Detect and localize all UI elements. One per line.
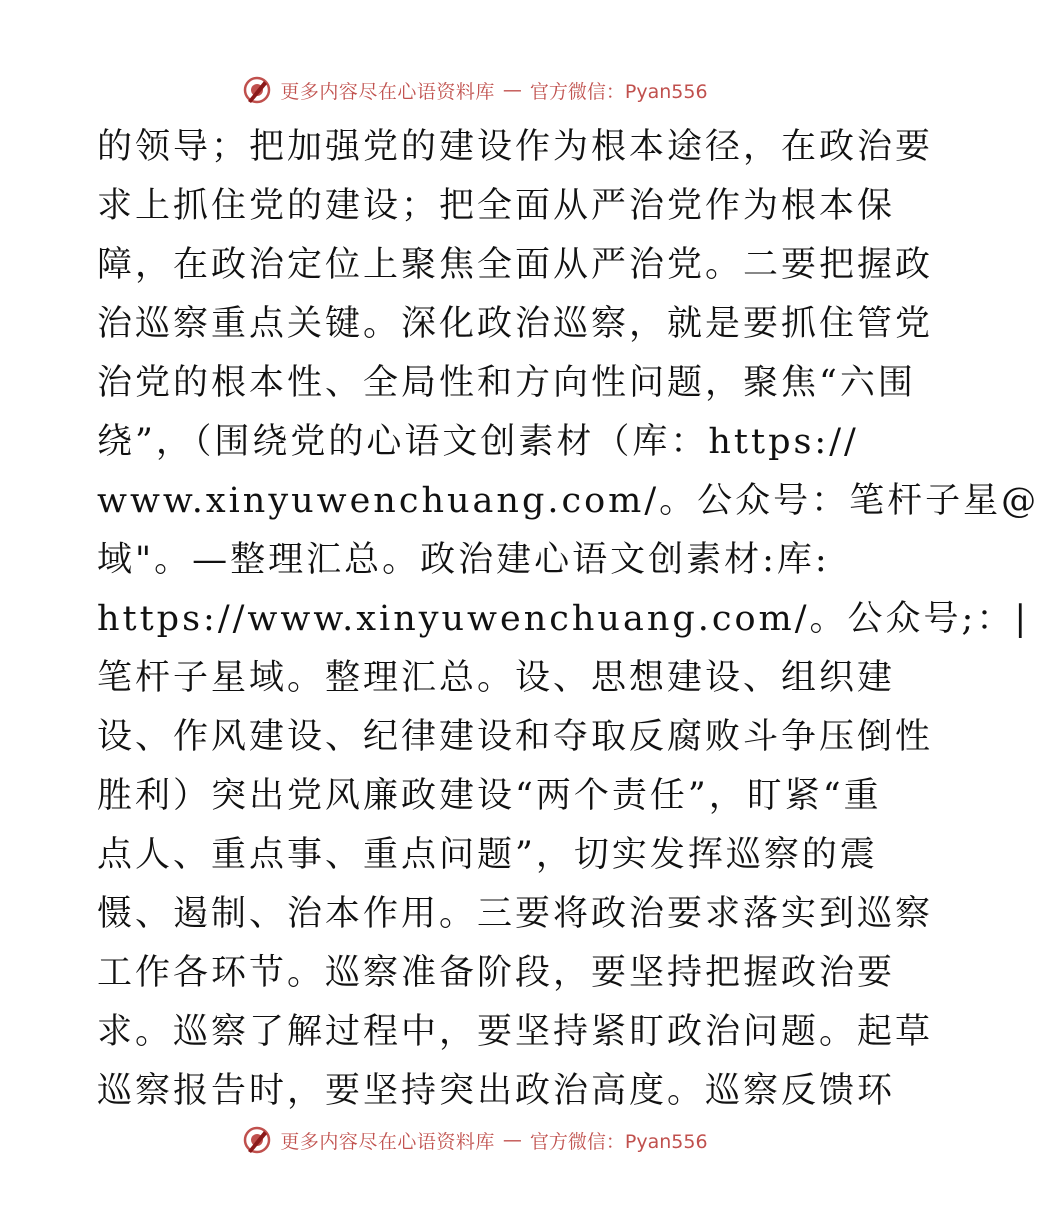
header-banner-text: 更多内容尽在心语资料库 bbox=[280, 80, 495, 103]
body-line: 的领导；把加强党的建设作为根本途径，在政治要 bbox=[97, 127, 934, 167]
header-banner bbox=[0, 72, 950, 108]
pen-seal-logo-icon bbox=[242, 1125, 272, 1155]
body-line: 绕”，（围绕党的心语文创素材（库：https:// bbox=[97, 422, 859, 462]
body-line: 求。巡察了解过程中，要坚持紧盯政治问题。起草 bbox=[97, 1012, 934, 1052]
body-line: 域"。—整理汇总。政治建心语文创素材:库: bbox=[97, 540, 830, 580]
body-line: 笔杆子星域。整理汇总。设、思想建设、组织建 bbox=[97, 658, 896, 698]
body-line: 点人、重点事、重点问题”，切实发挥巡察的震 bbox=[97, 835, 878, 875]
footer-banner-text: 更多内容尽在心语资料库 bbox=[280, 1130, 495, 1153]
body-line: 工作各环节。巡察准备阶段，要坚持把握政治要 bbox=[97, 953, 896, 993]
body-line: 胜利）突出党风廉政建设“两个责任”，盯紧“重 bbox=[97, 776, 882, 816]
document-body bbox=[97, 118, 1039, 1121]
pen-seal-logo-icon bbox=[242, 75, 272, 105]
body-line: www.xinyuwenchuang.com/。公众号：笔杆子星@ bbox=[97, 481, 1039, 521]
footer-banner bbox=[0, 1122, 950, 1158]
body-line: 治党的根本性、全局性和方向性问题，聚焦“六围 bbox=[97, 363, 916, 403]
header-separator: — bbox=[502, 79, 522, 101]
body-line: 求上抓住党的建设；把全面从严治党作为根本保 bbox=[97, 186, 896, 226]
body-line: https://www.xinyuwenchuang.com/。公众号;：| bbox=[97, 599, 1030, 639]
header-wechat-text: 官方微信：Pyan556 bbox=[529, 80, 708, 103]
body-line: 巡察报告时，要坚持突出政治高度。巡察反馈环 bbox=[97, 1071, 896, 1111]
body-line: 慑、遏制、治本作用。三要将政治要求落实到巡察 bbox=[97, 894, 934, 934]
footer-wechat-text: 官方微信：Pyan556 bbox=[529, 1130, 708, 1153]
body-line: 障，在政治定位上聚焦全面从严治党。二要把握政 bbox=[97, 245, 934, 285]
footer-separator: — bbox=[502, 1129, 522, 1151]
body-line: 设、作风建设、纪律建设和夺取反腐败斗争压倒性 bbox=[97, 717, 934, 757]
body-line: 治巡察重点关键。深化政治巡察，就是要抓住管党 bbox=[97, 304, 934, 344]
